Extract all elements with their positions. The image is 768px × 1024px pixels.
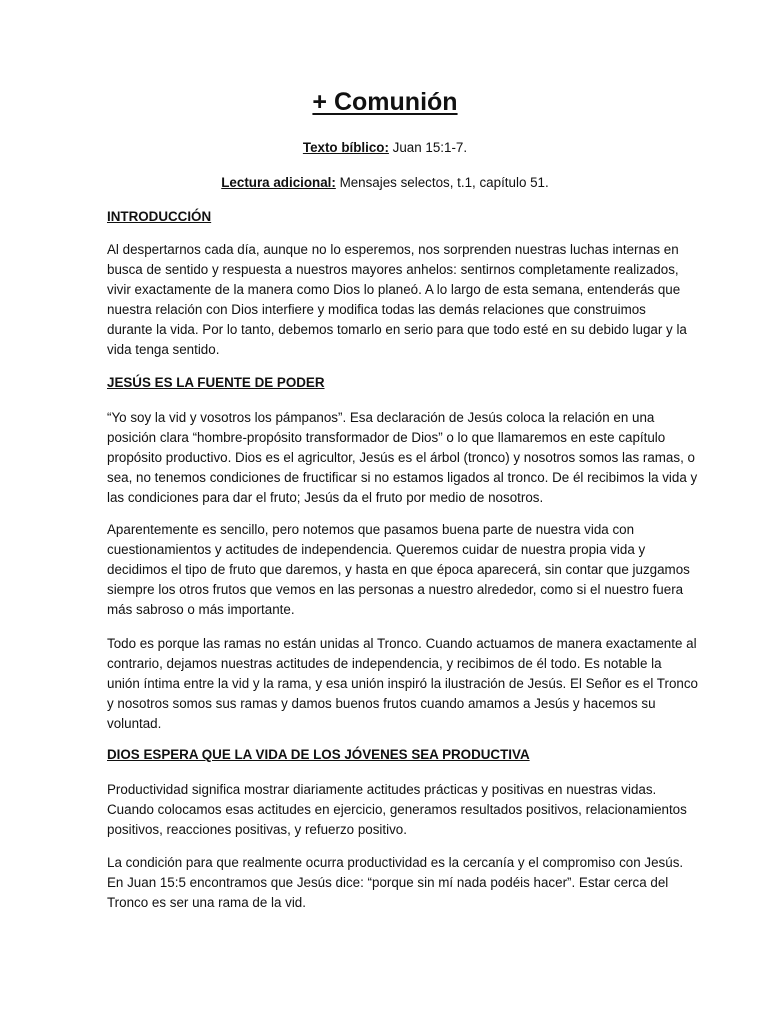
paragraph-fuente-1	[107, 408, 698, 508]
bible-text-value: Juan 15:1-7.	[388, 140, 468, 155]
text-line: sea, no tenemos condiciones de fructificar si no estamos ligados al tronco. De él recibimos la vida y	[107, 470, 698, 485]
paragraph-productiva-1	[107, 780, 687, 840]
text-line: busca de sentido y respuesta a nuestros mayores anhelos: sentirnos completamente realizados,	[107, 262, 679, 277]
text-line: cuestionamientos y actitudes de independencia. Queremos cuidar de nuestra propia vida y	[107, 542, 646, 557]
text-line: vivir exactamente de la manera como Dios lo planeó. A lo largo de esta semana, entenderás que	[107, 282, 681, 297]
text-line: Tronco es ser una rama de la vid.	[107, 895, 306, 910]
additional-reading-value: Mensajes selectos, t.1, capítulo 51.	[335, 175, 549, 190]
text-line: las condiciones para dar el fruto; Jesús da el fruto por medio de nosotros.	[107, 490, 544, 505]
section-heading-introduccion: INTRODUCCIÓN	[107, 209, 212, 224]
text-line: vida tenga sentido.	[107, 342, 220, 357]
text-line: más sabroso o más importante.	[107, 602, 295, 617]
document-title: + Comunión	[312, 88, 458, 116]
bible-text-label: Texto bíblico:	[302, 140, 389, 155]
bible-text-line	[107, 140, 663, 155]
text-line: voluntad.	[107, 716, 162, 731]
text-line: unión íntima entre la vid y la rama, y esa unión inspiró la ilustración de Jesús. El Señor es el Tronco	[107, 676, 698, 691]
text-line: contrario, dejamos nuestras actitudes de independencia, y recibimos de él todo. Es notable la	[107, 656, 662, 671]
text-line: nuestra relación con Dios interfiere y modifica todas las demás relaciones que construimos	[107, 302, 646, 317]
additional-reading-label: Lectura adicional:	[221, 175, 336, 190]
section-heading-vida-productiva: DIOS ESPERA QUE LA VIDA DE LOS JÓVENES SEA PRODUCTIVA	[107, 747, 530, 762]
text-line: Aparentemente es sencillo, pero notemos que pasamos buena parte de nuestra vida con	[107, 522, 635, 537]
paragraph-productiva-2	[107, 853, 684, 913]
text-line: Todo es porque las ramas no están unidas al Tronco. Cuando actuamos de manera exactamente al	[107, 636, 697, 651]
text-line: durante la vida. Por lo tanto, debemos tomarlo en serio para que todo esté en su debido lugar y la	[107, 322, 687, 337]
text-line: siempre los otros frutos que vemos en las personas a nuestro alrededor, como si el nuestro fuera	[107, 582, 684, 597]
section-heading-fuente-de-poder: JESÚS ES LA FUENTE DE PODER	[107, 375, 325, 390]
text-line: Al despertarnos cada día, aunque no lo esperemos, nos sorprenden nuestras luchas internas en	[107, 242, 679, 257]
text-line: “Yo soy la vid y vosotros los pámpanos”. Esa declaración de Jesús coloca la relación en una	[107, 410, 655, 425]
paragraph-fuente-2	[107, 520, 690, 620]
text-line: En Juan 15:5 encontramos que Jesús dice: “porque sin mí nada podéis hacer”. Estar cerca del	[107, 875, 669, 890]
text-line: y nosotros somos sus ramas y damos buenos frutos cuando amamos a Jesús y hacemos su	[107, 696, 656, 711]
text-line: propósito productivo. Dios es el agricultor, Jesús es el árbol (tronco) y nosotros somos las ramas, o	[107, 450, 695, 465]
text-line: Productividad significa mostrar diariamente actitudes prácticas y positivas en nuestras vidas.	[107, 782, 657, 797]
text-line: posición clara “hombre-propósito transformador de Dios” o lo que llamaremos en este capítulo	[107, 430, 666, 445]
text-line: decidimos el tipo de fruto que daremos, y hasta en que época aparecerá, sin contar que juzgamos	[107, 562, 690, 577]
paragraph-introduccion-1	[107, 240, 687, 360]
text-line: Cuando colocamos esas actitudes en ejercicio, generamos resultados positivos, relacionamientos	[107, 802, 687, 817]
additional-reading-line	[107, 175, 663, 190]
paragraph-fuente-3	[107, 634, 698, 734]
text-line: La condición para que realmente ocurra productividad es la cercanía y el compromiso con Jesús.	[107, 855, 684, 870]
text-line: positivos, reacciones positivas, y refuerzo positivo.	[107, 822, 407, 837]
